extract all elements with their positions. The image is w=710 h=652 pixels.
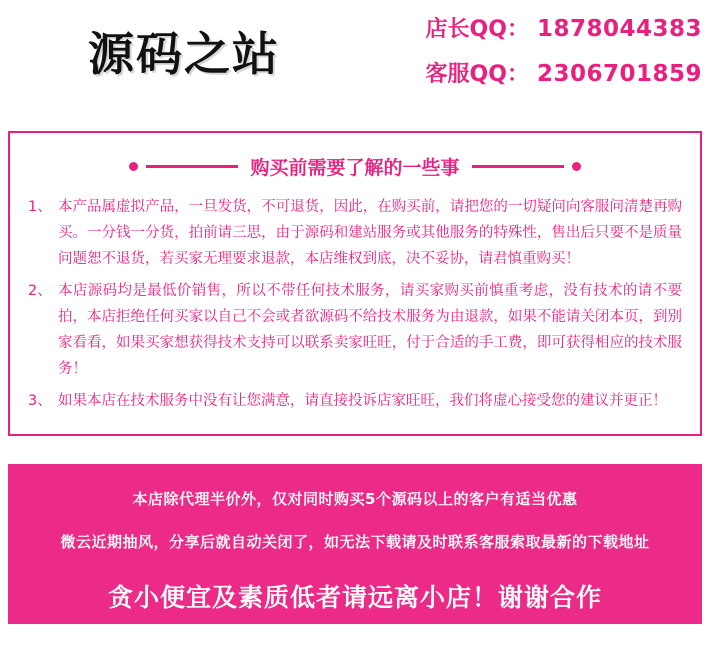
list-item-number: 3、 — [28, 393, 52, 409]
list-item-text: 本产品属虚拟产品，一旦发货，不可退货，因此，在购买前，请把您的一切疑问向客服问清楚再购买。一分钱一分货，拍前请三思，由于源码和建站服务或其他服务的特殊性，售出后只要不是质量问题恕不退货，若买家无理要求退款，本店维权到底，决不妥协，请君慎重购买！ — [58, 199, 682, 267]
support-qq-label: 客服QQ： — [425, 62, 529, 87]
notice-items — [28, 194, 682, 414]
decorative-bar-left-icon — [146, 165, 238, 168]
support-qq-number: 2306701859 — [536, 61, 702, 87]
site-logo-text: 源码之站 — [88, 27, 280, 81]
list-item-text: 如果本店在技术服务中没有让您满意，请直接投诉店家旺旺，我们将虚心接受您的建议并更正！ — [58, 393, 667, 409]
decorative-dot-left-icon — [129, 162, 138, 171]
notice-title-row — [10, 153, 700, 180]
owner-qq-number: 1878044383 — [536, 16, 702, 42]
contact-row-owner — [402, 12, 702, 43]
promo-banner-line-2: 微云近期抽风，分享后就自动关闭了，如无法下载请及时联系客服索取最新的下载地址 — [60, 533, 650, 551]
decorative-bar-right-icon — [472, 165, 564, 168]
list-item — [28, 194, 682, 272]
list-item — [28, 388, 682, 414]
list-item-number: 1、 — [28, 199, 52, 215]
decorative-dot-right-icon — [572, 162, 581, 171]
pre-purchase-notice-box — [8, 131, 702, 436]
notice-title: 购买前需要了解的一些事 — [250, 157, 460, 179]
promo-banner-line-3: 贪小便宜及素质低者请远离小店！谢谢合作 — [107, 583, 602, 612]
list-item — [28, 278, 682, 382]
contact-block — [402, 12, 702, 102]
page-header — [0, 0, 710, 112]
contact-row-support — [402, 57, 702, 88]
list-item-text: 本店源码均是最低价销售，所以不带任何技术服务，请买家购买前慎重考虑，没有技术的请不要拍，本店拒绝任何买家以自己不会或者欲源码不给技术服务为由退款，如果不能请关闭本页，到别家看看，如果买家想获得技术支持可以联系卖家旺旺，付于合适的手工费，即可获得相应的技术服务！ — [58, 283, 682, 377]
promo-banner — [8, 464, 702, 624]
promo-banner-line-1: 本店除代理半价外，仅对同时购买5个源码以上的客户有适当优惠 — [132, 490, 578, 508]
list-item-number: 2、 — [28, 283, 52, 299]
owner-qq-label: 店长QQ： — [425, 17, 529, 42]
